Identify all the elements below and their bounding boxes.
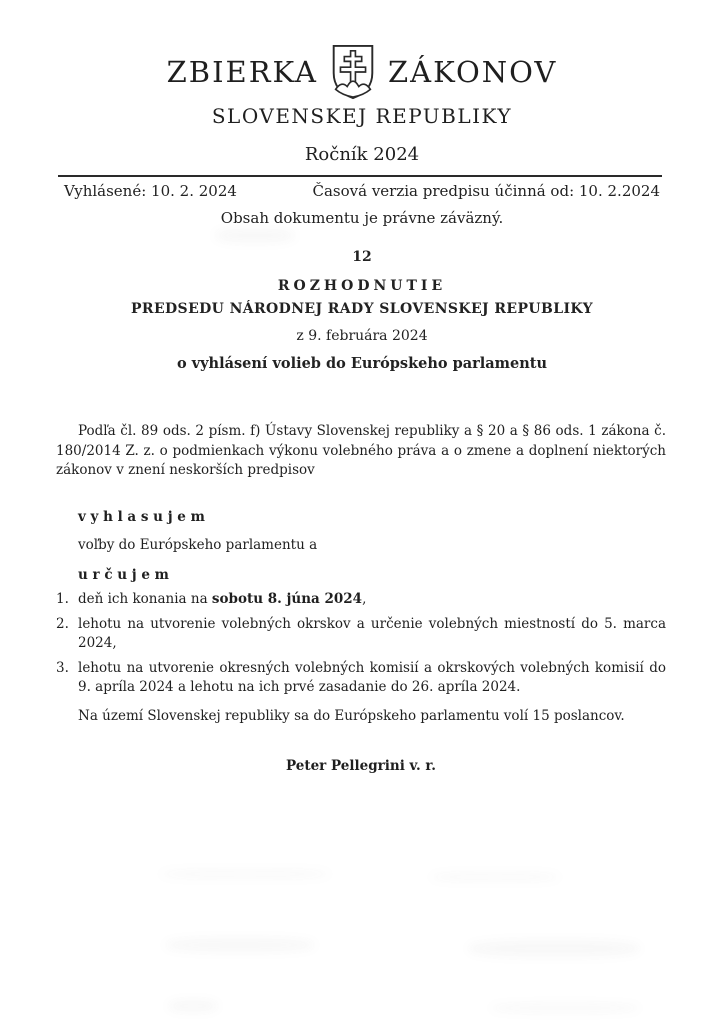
scan-artifact: [490, 1003, 640, 1013]
proclamation-verb-1: v y h l a s u j e m: [78, 508, 205, 525]
list-item-text: [78, 659, 666, 698]
preamble-paragraph: Podľa čl. 89 ods. 2 písm. f) Ústavy Slovenskej republiky a § 20 a § 86 ods. 1 zákona č. 180/2014 Z. z. o podmienkach výkonu volebného práva a o zmene a doplnení niektorých zákonov v znení neskorších predpisov: [56, 423, 666, 478]
doc-number: 12: [352, 249, 372, 265]
doc-date: z 9. februára 2024: [296, 328, 428, 344]
divider-rule: [58, 175, 662, 177]
document-heading: [0, 249, 724, 372]
scan-artifact: [215, 228, 295, 243]
doc-type-heading: ROZHODNUTIE: [277, 278, 447, 294]
masthead-title-left: ZBIERKA: [166, 55, 318, 89]
list-item-text: [78, 615, 666, 654]
list-item-text: [78, 590, 666, 610]
list-item-text-bold: sobotu 8. júna 2024: [211, 591, 363, 607]
scan-artifact: [430, 872, 560, 882]
list-item-text-prefix: deň ich konania na: [78, 591, 212, 607]
list-item-number: 3.: [56, 659, 69, 676]
masthead: [0, 0, 724, 165]
list-item-text-prefix: lehotu na utvorenie volebných okrskov a určenie volebných miestností do 5. marca 2024,: [78, 615, 666, 651]
scan-artifact: [168, 1000, 218, 1012]
list-item-number: 1.: [56, 591, 69, 607]
masthead-subtitle: SLOVENSKEJ REPUBLIKY: [211, 104, 513, 128]
signature: Peter Pellegrini v. r.: [285, 758, 437, 774]
meta-row: [64, 182, 660, 200]
list-item: [56, 615, 666, 654]
document-body: [56, 422, 666, 777]
masthead-volume: Ročník 2024: [304, 144, 420, 165]
proclamation-verb-2: u r č u j e m: [78, 566, 169, 583]
proclamation-object: voľby do Európskeho parlamentu a: [78, 537, 318, 553]
doc-subject: o vyhlásení volieb do Európskeho parlamentu: [176, 355, 548, 372]
closing-paragraph: Na území Slovenskej republiky sa do Európskeho parlamentu volí 15 poslancov.: [78, 707, 625, 724]
doc-authority-heading: PREDSEDU NÁRODNEJ RADY SLOVENSKEJ REPUBLIKY: [130, 301, 593, 317]
published-date: Vyhlásené: 10. 2. 2024: [64, 182, 237, 200]
binding-note: Obsah dokumentu je právne záväzný.: [220, 209, 504, 227]
list-item: [56, 659, 666, 698]
decision-list: [56, 590, 666, 698]
list-item-text-suffix: ,: [362, 591, 367, 607]
scan-artifact: [468, 940, 640, 957]
scan-artifact: [160, 869, 330, 879]
list-item: [56, 590, 666, 610]
slovak-coat-of-arms-icon: [331, 44, 375, 100]
masthead-title-row: [0, 44, 724, 100]
list-item-text-prefix: lehotu na utvorenie okresných volebných komisií a okrskových volebných komisií do 9. apríla 2024 a lehotu na ich prvé zasadanie do 26. apríla 2024.: [78, 659, 666, 695]
scan-artifact: [165, 938, 315, 952]
masthead-title-right: ZÁKONOV: [388, 55, 558, 89]
effective-date: Časová verzia predpisu účinná od: 10. 2.2024: [312, 182, 660, 200]
list-item-number: 2.: [56, 615, 69, 632]
